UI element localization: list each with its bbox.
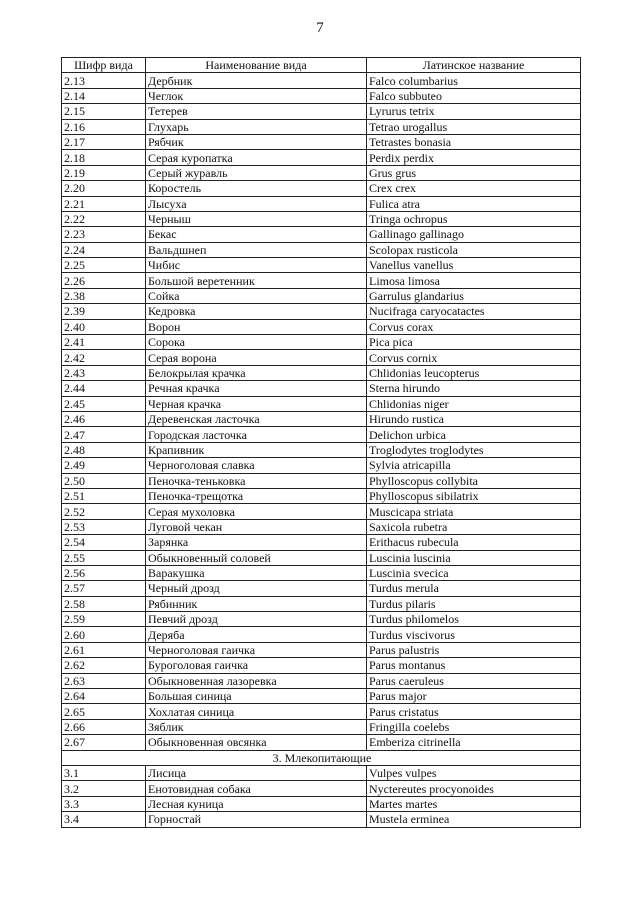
latin-name: Falco columbarius [367,73,581,88]
table-row [62,350,581,365]
latin-name: Falco subbuteo [367,88,581,103]
species-code: 3.3 [62,796,146,811]
species-name: Коростель [146,181,367,196]
species-code: 2.67 [62,735,146,750]
latin-name: Nyctereutes procyonoides [367,781,581,796]
species-code: 2.22 [62,211,146,226]
species-name: Кедровка [146,304,367,319]
table-row [62,242,581,257]
species-code: 3.1 [62,765,146,780]
table-row [62,273,581,288]
latin-name: Turdus pilaris [367,596,581,611]
table-row [62,658,581,673]
table-row [62,304,581,319]
latin-name: Tringa ochropus [367,211,581,226]
species-name: Городская ласточка [146,427,367,442]
table-row [62,488,581,503]
latin-name: Phylloscopus collybita [367,473,581,488]
table-row [62,73,581,88]
species-name: Вальдшнеп [146,242,367,257]
species-code: 2.15 [62,104,146,119]
species-name: Крапивник [146,442,367,457]
species-code: 2.49 [62,458,146,473]
latin-name: Perdix perdix [367,150,581,165]
table-row [62,134,581,149]
species-code: 2.19 [62,165,146,180]
species-name: Лесная куница [146,796,367,811]
species-name: Тетерев [146,104,367,119]
table-row [62,535,581,550]
table-row [62,104,581,119]
species-code: 2.63 [62,673,146,688]
species-name: Буроголовая гаичка [146,658,367,673]
species-code: 2.48 [62,442,146,457]
species-code: 2.47 [62,427,146,442]
table-row [62,396,581,411]
species-name: Сойка [146,288,367,303]
species-name: Серый журавль [146,165,367,180]
latin-name: Parus cristatus [367,704,581,719]
latin-name: Pica pica [367,335,581,350]
latin-name: Corvus corax [367,319,581,334]
latin-name: Turdus merula [367,581,581,596]
table-row [62,796,581,811]
species-code: 2.46 [62,411,146,426]
latin-name: Fringilla coelebs [367,719,581,734]
species-code: 2.60 [62,627,146,642]
table-row [62,781,581,796]
latin-name: Tetrao urogallus [367,119,581,134]
species-name: Чеглок [146,88,367,103]
species-name: Хохлатая синица [146,704,367,719]
latin-name: Crex crex [367,181,581,196]
table-row [62,673,581,688]
species-code: 2.44 [62,381,146,396]
species-name: Бекас [146,227,367,242]
latin-name: Troglodytes troglodytes [367,442,581,457]
species-name: Обыкновенный соловей [146,550,367,565]
table-row [62,319,581,334]
species-code: 2.59 [62,612,146,627]
species-name: Глухарь [146,119,367,134]
table-row [62,365,581,380]
species-code: 2.61 [62,642,146,657]
table-row [62,765,581,780]
latin-name: Vanellus vanellus [367,258,581,273]
table-row [62,411,581,426]
section-title: 3. Млекопитающие [62,750,581,765]
table-row [62,689,581,704]
latin-name: Sterna hirundo [367,381,581,396]
latin-name: Erithacus rubecula [367,535,581,550]
species-code: 2.50 [62,473,146,488]
table-row [62,612,581,627]
species-name: Зарянка [146,535,367,550]
table-row [62,442,581,457]
species-code: 2.54 [62,535,146,550]
latin-name: Parus montanus [367,658,581,673]
species-name: Горностай [146,812,367,827]
latin-name: Chlidonias leucopterus [367,365,581,380]
table-header-row [62,58,581,73]
latin-name: Turdus philomelos [367,612,581,627]
table-row [62,473,581,488]
species-name: Серая куропатка [146,150,367,165]
species-name: Варакушка [146,565,367,580]
table-row [62,335,581,350]
latin-name: Parus caeruleus [367,673,581,688]
species-name: Черноголовая славка [146,458,367,473]
species-code: 2.42 [62,350,146,365]
species-code: 2.56 [62,565,146,580]
species-name: Пеночка-трещотка [146,488,367,503]
species-name: Большой веретенник [146,273,367,288]
latin-name: Gallinago gallinago [367,227,581,242]
latin-name: Parus major [367,689,581,704]
species-code: 2.58 [62,596,146,611]
latin-name: Mustela erminea [367,812,581,827]
species-name: Лысуха [146,196,367,211]
latin-name: Nucifraga caryocatactes [367,304,581,319]
table-row [62,642,581,657]
latin-name: Emberiza citrinella [367,735,581,750]
species-code: 2.62 [62,658,146,673]
table-row [62,88,581,103]
table-row [62,150,581,165]
latin-name: Lyrurus tetrix [367,104,581,119]
latin-name: Delichon urbica [367,427,581,442]
species-code: 2.52 [62,504,146,519]
table-row [62,704,581,719]
species-name: Черноголовая гаичка [146,642,367,657]
species-code: 2.25 [62,258,146,273]
species-name: Ворон [146,319,367,334]
table-row [62,627,581,642]
latin-name: Chlidonias niger [367,396,581,411]
species-code: 2.24 [62,242,146,257]
species-name: Сорока [146,335,367,350]
latin-name: Garrulus glandarius [367,288,581,303]
latin-name: Turdus viscivorus [367,627,581,642]
header-latin: Латинское название [367,58,581,73]
species-code: 2.13 [62,73,146,88]
table-row [62,812,581,827]
species-name: Обыкновенная овсянка [146,735,367,750]
species-name: Зяблик [146,719,367,734]
species-code: 2.51 [62,488,146,503]
latin-name: Phylloscopus sibilatrix [367,488,581,503]
latin-name: Parus palustris [367,642,581,657]
species-name: Луговой чекан [146,519,367,534]
species-code: 2.57 [62,581,146,596]
species-name: Белокрылая крачка [146,365,367,380]
species-code: 2.38 [62,288,146,303]
species-name: Серая мухоловка [146,504,367,519]
species-table [61,57,581,828]
latin-name: Luscinia svecica [367,565,581,580]
species-code: 3.2 [62,781,146,796]
section-row [62,750,581,765]
species-name: Чибис [146,258,367,273]
latin-name: Saxicola rubetra [367,519,581,534]
table-row [62,458,581,473]
table-row [62,581,581,596]
species-code: 2.64 [62,689,146,704]
table-row [62,119,581,134]
species-name: Деряба [146,627,367,642]
table-row [62,181,581,196]
latin-name: Grus grus [367,165,581,180]
species-name: Рябчик [146,134,367,149]
species-name: Серая ворона [146,350,367,365]
species-name: Рябинник [146,596,367,611]
species-name: Обыкновенная лазоревка [146,673,367,688]
species-name: Деревенская ласточка [146,411,367,426]
table-row [62,227,581,242]
species-code: 2.41 [62,335,146,350]
species-name: Черныш [146,211,367,226]
table-row [62,165,581,180]
table-row [62,196,581,211]
latin-name: Muscicapa striata [367,504,581,519]
latin-name: Hirundo rustica [367,411,581,426]
latin-name: Corvus cornix [367,350,581,365]
species-name: Пеночка-теньковка [146,473,367,488]
species-name: Лисица [146,765,367,780]
species-name: Черный дрозд [146,581,367,596]
header-code: Шифр вида [62,58,146,73]
latin-name: Limosa limosa [367,273,581,288]
species-code: 2.17 [62,134,146,149]
table-row [62,596,581,611]
species-name: Черная крачка [146,396,367,411]
species-code: 2.45 [62,396,146,411]
species-code: 2.18 [62,150,146,165]
latin-name: Sylvia atricapilla [367,458,581,473]
table-row [62,288,581,303]
species-name: Енотовидная собака [146,781,367,796]
species-code: 2.23 [62,227,146,242]
species-name: Речная крачка [146,381,367,396]
latin-name: Scolopax rusticola [367,242,581,257]
table-row [62,565,581,580]
table-row [62,719,581,734]
table-row [62,211,581,226]
species-code: 2.16 [62,119,146,134]
species-code: 2.26 [62,273,146,288]
latin-name: Tetrastes bonasia [367,134,581,149]
species-code: 2.65 [62,704,146,719]
species-code: 2.39 [62,304,146,319]
species-code: 2.14 [62,88,146,103]
species-code: 2.40 [62,319,146,334]
species-code: 2.66 [62,719,146,734]
table-row [62,735,581,750]
species-code: 2.21 [62,196,146,211]
species-code: 3.4 [62,812,146,827]
species-code: 2.43 [62,365,146,380]
latin-name: Vulpes vulpes [367,765,581,780]
table-row [62,504,581,519]
species-code: 2.53 [62,519,146,534]
header-name: Наименование вида [146,58,367,73]
species-name: Певчий дрозд [146,612,367,627]
table-row [62,550,581,565]
table-row [62,519,581,534]
species-code: 2.20 [62,181,146,196]
table-row [62,381,581,396]
latin-name: Luscinia luscinia [367,550,581,565]
table-row [62,427,581,442]
table-row [62,258,581,273]
species-name: Большая синица [146,689,367,704]
latin-name: Fulica atra [367,196,581,211]
species-name: Дербник [146,73,367,88]
latin-name: Martes martes [367,796,581,811]
species-code: 2.55 [62,550,146,565]
page-number: 7 [316,20,324,36]
